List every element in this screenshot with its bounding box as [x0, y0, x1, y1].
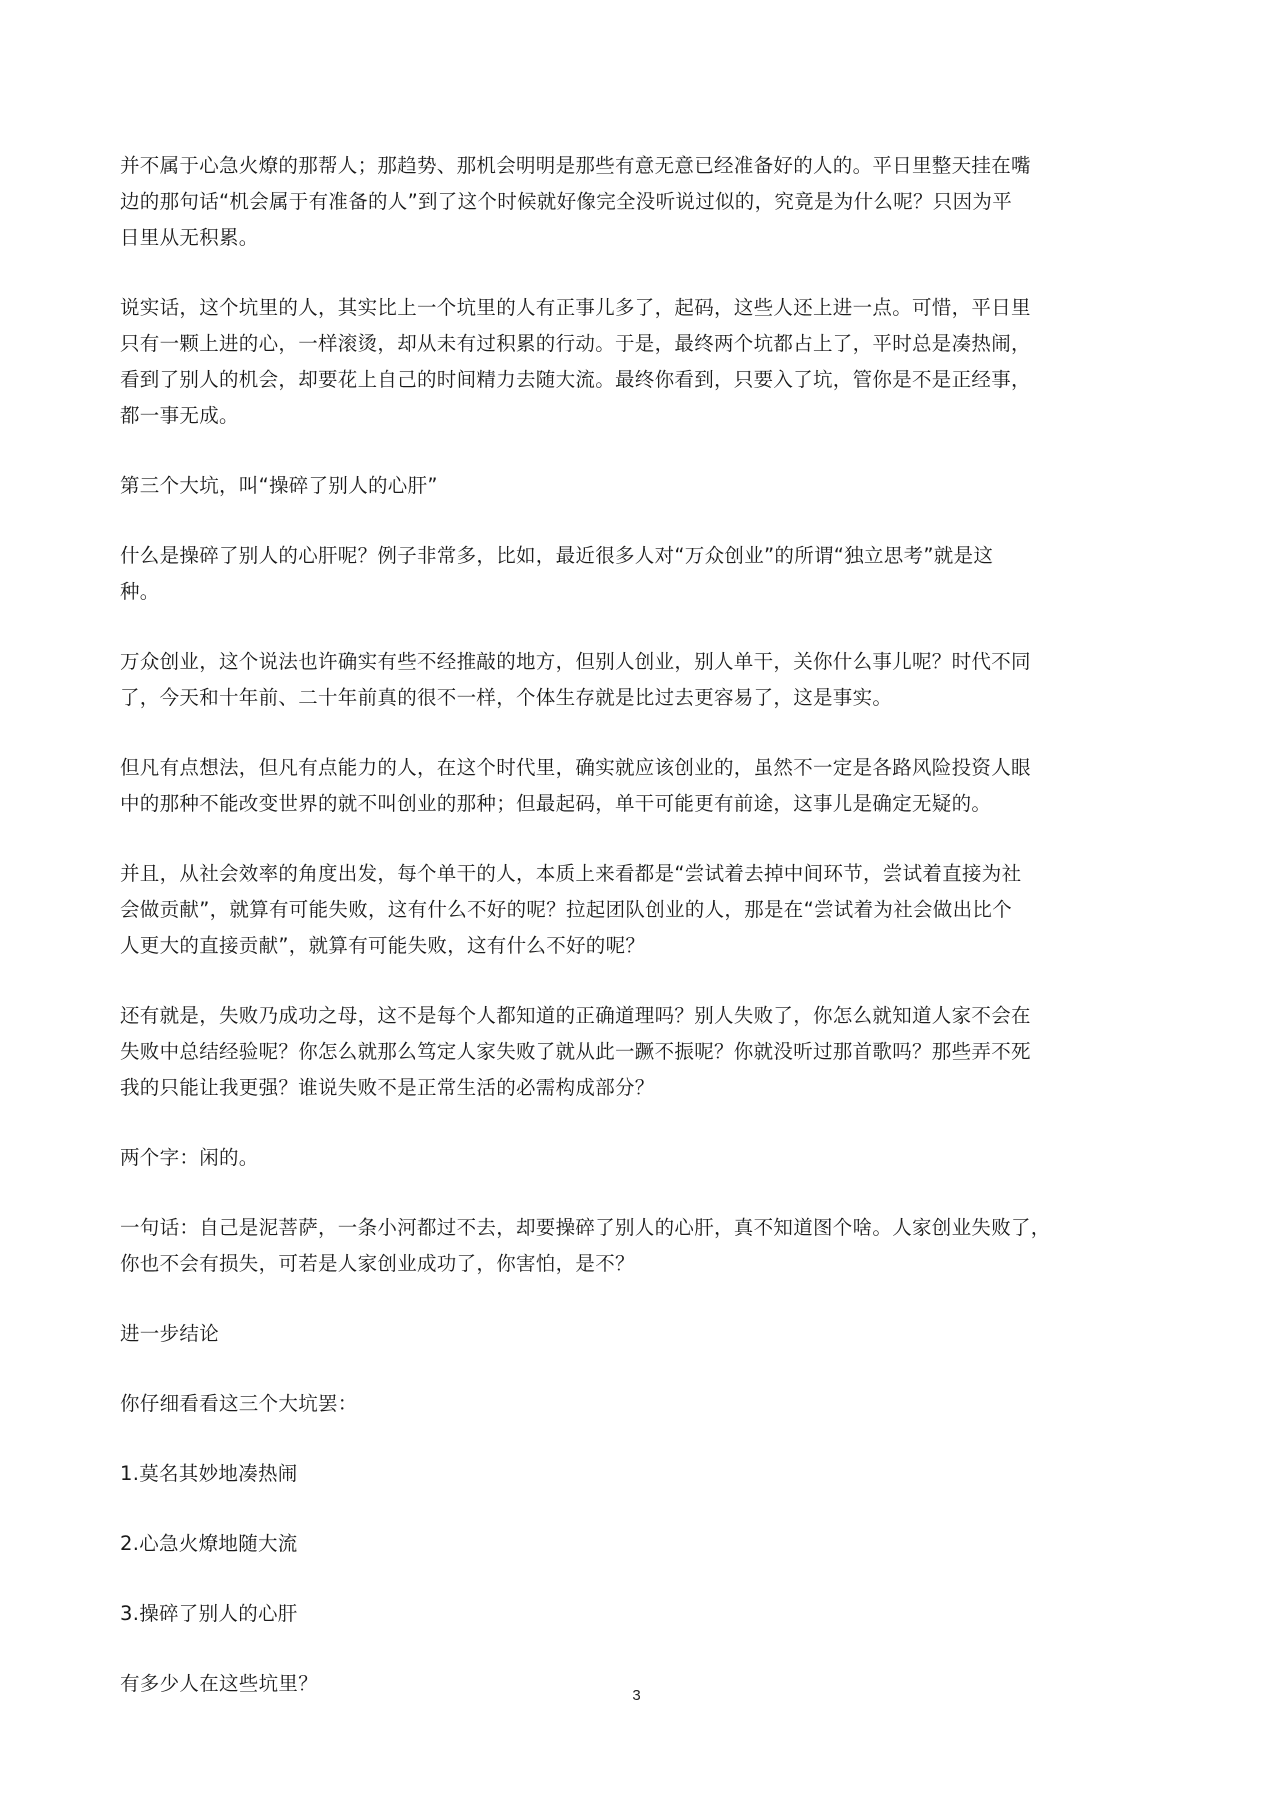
text-line: 进一步结论 — [120, 1322, 220, 1345]
paragraph — [120, 998, 1155, 1106]
paragraph — [120, 750, 1155, 822]
paragraph — [120, 644, 1155, 716]
text-line: 还有就是，失败乃成功之母，这不是每个人都知道的正确道理吗？别人失败了，你怎么就知道人家不会在 — [120, 1004, 1031, 1027]
paragraph — [120, 1210, 1155, 1282]
paragraph — [120, 148, 1155, 256]
text-line: 中的那种不能改变世界的就不叫创业的那种；但最起码，单干可能更有前途，这事儿是确定无疑的。 — [120, 792, 992, 815]
paragraph — [120, 1316, 1155, 1352]
text-line: 并且，从社会效率的角度出发，每个单干的人，本质上来看都是“尝试着去掉中间环节，尝试着直接为社 — [120, 862, 1022, 885]
paragraph — [120, 1526, 1155, 1562]
paragraph — [120, 1596, 1155, 1632]
text-line: 会做贡献”，就算有可能失败，这有什么不好的呢？拉起团队创业的人，那是在“尝试着为社会做出比个 — [120, 898, 1013, 921]
text-line: 我的只能让我更强？谁说失败不是正常生活的必需构成部分？ — [120, 1076, 655, 1099]
text-line: 了，今天和十年前、二十年前真的很不一样，个体生存就是比过去更容易了，这是事实。 — [120, 686, 893, 709]
text-line: 但凡有点想法，但凡有点能力的人，在这个时代里，确实就应该创业的，虽然不一定是各路风险投资人眼 — [120, 756, 1031, 779]
text-line: 你也不会有损失，可若是人家创业成功了，你害怕，是不？ — [120, 1252, 635, 1275]
paragraph — [120, 468, 1155, 504]
text-line: 人更大的直接贡献”，就算有可能失败，这有什么不好的呢？ — [120, 934, 646, 957]
text-line: 只有一颗上进的心，一样滚烫，却从未有过积累的行动。于是，最终两个坑都占上了，平时总是凑热闹， — [120, 332, 1031, 355]
page-number: 3 — [632, 1687, 641, 1704]
text-line: 边的那句话“机会属于有准备的人”到了这个时候就好像完全没听说过似的，究竟是为什么呢？只因为平 — [120, 190, 1013, 213]
text-line: 种。 — [120, 580, 160, 603]
text-line: 万众创业，这个说法也许确实有些不经推敲的地方，但别人创业，别人单干，关你什么事儿呢？时代不同 — [120, 650, 1031, 673]
text-line: 都一事无成。 — [120, 404, 239, 427]
paragraph — [120, 538, 1155, 610]
text-line: 说实话，这个坑里的人，其实比上一个坑里的人有正事儿多了，起码，这些人还上进一点。可惜，平日里 — [120, 296, 1031, 319]
text-line: 日里从无积累。 — [120, 226, 259, 249]
paragraph — [120, 1386, 1155, 1422]
text-line: 有多少人在这些坑里？ — [120, 1672, 319, 1695]
text-line: 看到了别人的机会，却要花上自己的时间精力去随大流。最终你看到，只要入了坑，管你是不是正经事， — [120, 368, 1031, 391]
text-line: 1.莫名其妙地凑热闹 — [120, 1462, 298, 1485]
text-line: 第三个大坑，叫“操碎了别人的心肝” — [120, 474, 438, 497]
text-line: 3.操碎了别人的心肝 — [120, 1602, 298, 1625]
text-line: 什么是操碎了别人的心肝呢？例子非常多，比如，最近很多人对“万众创业”的所谓“独立思考”就是这 — [120, 544, 994, 567]
text-line: 一句话：自己是泥菩萨，一条小河都过不去，却要操碎了别人的心肝，真不知道图个啥。人家创业失败了， — [120, 1216, 1051, 1239]
text-line: 并不属于心急火燎的那帮人；那趋势、那机会明明是那些有意无意已经准备好的人的。平日里整天挂在嘴 — [120, 154, 1031, 177]
text-line: 两个字：闲的。 — [120, 1146, 259, 1169]
text-line: 你仔细看看这三个大坑罢： — [120, 1392, 358, 1415]
text-line: 失败中总结经验呢？你怎么就那么笃定人家失败了就从此一蹶不振呢？你就没听过那首歌吗？那些弄不死 — [120, 1040, 1031, 1063]
text-line: 2.心急火燎地随大流 — [120, 1532, 298, 1555]
paragraph — [120, 1140, 1155, 1176]
paragraph — [120, 290, 1155, 434]
page-body — [120, 148, 1155, 1736]
paragraph — [120, 1456, 1155, 1492]
paragraph — [120, 856, 1155, 964]
